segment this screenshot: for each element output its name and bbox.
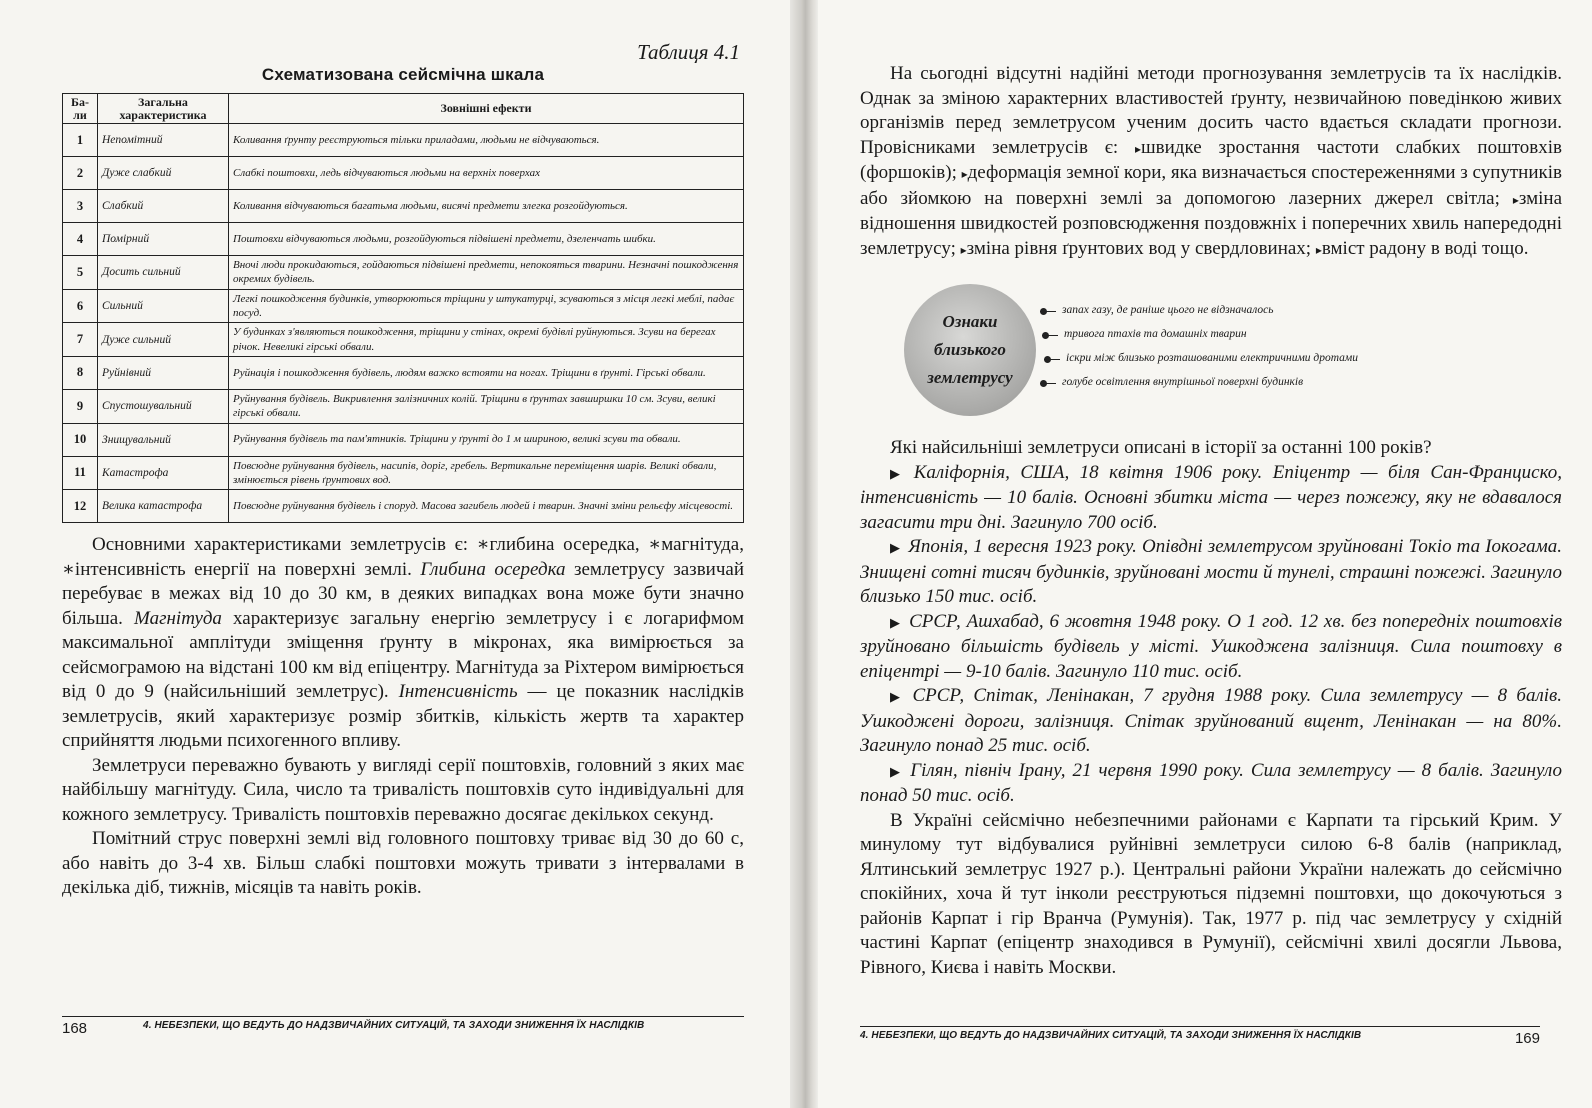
table-row xyxy=(63,490,744,523)
cell-general: Дуже сильний xyxy=(98,323,229,357)
page-number: 168 xyxy=(62,1020,88,1037)
left-footer xyxy=(62,1016,744,1056)
paragraph-duration: Помітний струс поверхні землі від головного поштовху триває від 30 до 60 с, або навіть до 3-4 хв. Більш слабкі поштовхи можуть тривати з інтервалами в декілька діб, тижнів, місяців та навіть років. xyxy=(62,828,744,899)
cell-score: 4 xyxy=(63,223,98,256)
text-run: швидке зростання частоти слабких поштовхів (форшоків); xyxy=(860,136,1563,183)
quake-item xyxy=(860,461,1562,536)
table-row xyxy=(63,423,744,456)
right-page xyxy=(818,0,1592,1108)
cell-general: Велика катастрофа xyxy=(98,490,229,523)
bullet-icon: ▸ xyxy=(961,167,968,181)
cell-general: Сильний xyxy=(98,289,229,323)
term-depth: Глибина осередка xyxy=(420,558,566,580)
left-page xyxy=(0,0,790,1108)
signs-heading xyxy=(927,308,1012,392)
cell-general: Катастрофа xyxy=(98,456,229,490)
paragraph-series: Землетруси переважно бувають у вигляді серії поштовхів, головний з яких має найбільшу магнітуду. Сила, число та тривалість поштовхів суто індивідуальні для кожного землетрусу. Тривалість поштовхів переважно досягає декількох секунд. xyxy=(62,754,744,825)
table-row xyxy=(63,256,744,290)
bullet-icon: ▸ xyxy=(1512,192,1519,207)
table-row xyxy=(63,190,744,223)
cell-score: 6 xyxy=(63,289,98,323)
cell-general: Слабкий xyxy=(98,190,229,223)
cell-effects: Повсюдне руйнування будівель і споруд. Масова загибель людей і тварин. Значні зміни рельєфу місцевості. xyxy=(229,490,744,523)
term-intensity: Інтенсивність xyxy=(398,681,518,703)
intro-text xyxy=(860,62,1562,262)
triangle-marker-icon: ▶ xyxy=(890,614,902,630)
signs-heading-line: Ознаки xyxy=(942,312,998,331)
bullet-icon: ▸ xyxy=(1315,242,1322,257)
quake-item xyxy=(860,759,1562,809)
table-row xyxy=(63,157,744,190)
cell-general: Руйнівний xyxy=(98,356,229,389)
paragraph-forecast xyxy=(860,62,1562,262)
table-title: Схематизована сейсмічна шкала xyxy=(261,65,545,84)
cell-effects: Вночі люди прокидаються, гойдаються підвішені предмети, непокояться тварини. Незначні пошкодження окремих будівель. xyxy=(229,256,744,290)
text-run: вміст радону в воді тощо. xyxy=(1321,237,1529,259)
sign-item: тривога птахів та домашніх тварин xyxy=(1042,322,1358,346)
right-footer xyxy=(860,1026,1540,1066)
cell-general: Дуже слабкий xyxy=(98,157,229,190)
table-row xyxy=(63,456,744,490)
sign-item: голубе освітлення внутрішньої поверхні будинків xyxy=(1040,370,1358,394)
cell-score: 2 xyxy=(63,157,98,190)
sign-item: іскри між близько розташованими електричними дротами xyxy=(1044,346,1358,370)
quake-item xyxy=(860,610,1562,685)
paragraph-characteristics xyxy=(62,533,744,754)
text-run: Основними характеристиками землетрусів є: ∗глибина осередка, ∗магнітуда, ∗інтенсивність енергії на поверхні землі. xyxy=(62,534,744,580)
cell-score: 1 xyxy=(63,124,98,157)
text-run: зміна відношення швидкостей розповсюдження поздовжніх і поперечних хвиль напередодні землетрусу; xyxy=(860,187,1562,259)
cell-effects: Слабкі поштовхи, ледь відчуваються людьми на верхніх поверхах xyxy=(229,157,744,190)
cell-effects: Повсюдне руйнування будівель, насипів, доріг, гребель. Вертикальне переміщення шарів. Великі обвали, змінюється рівень ґрунтових вод. xyxy=(229,456,744,490)
quakes-question: Які найсильніші землетруси описані в історії за останні 100 років? xyxy=(890,437,1432,458)
table-header-row xyxy=(63,94,744,124)
cell-effects: Легкі пошкодження будинків, утворюються тріщини у штукатурці, зсуваються з місця легкі меблі, падає посуд. xyxy=(229,289,744,323)
triangle-marker-icon: ▶ xyxy=(890,689,905,704)
quake-text: СРСР, Ашхабад, 6 жовтня 1948 року. О 1 год. 12 хв. без попередніх поштовхів зруйновано більшість будівель у місті. Ушкоджена залізниця. Сила поштовху в епіцентрі — 9-10 балів. Загинуло 110 тис. осіб. xyxy=(860,610,1562,682)
header-effects: Зовнішні ефекти xyxy=(229,94,744,124)
table-caption: Таблиця 4.1 xyxy=(637,40,740,64)
quake-text: Гілян, північ Ірану, 21 червня 1990 року. Сила землетрусу — 8 балів. Загинуло понад 50 тис. осіб. xyxy=(860,759,1562,806)
cell-effects: Поштовхи відчуваються людьми, розгойдуються підвішені предмети, дзеленчать шибки. xyxy=(229,223,744,256)
bullet-icon: ▸ xyxy=(960,242,967,257)
cell-effects: Коливання відчуваються багатьма людьми, висячі предмети злегка розгойдуються. xyxy=(229,190,744,223)
cell-general: Непомітний xyxy=(98,124,229,157)
book-gutter xyxy=(790,0,818,1108)
cell-score: 9 xyxy=(63,389,98,423)
triangle-marker-icon: ▶ xyxy=(890,540,901,555)
seismic-scale-table xyxy=(62,93,744,523)
term-magnitude: Магнітуда xyxy=(134,607,222,629)
text-run: характеризує загальну енергію землетрусу і є логарифмом максимальної амплітуди зміщення ґрунту в мікронах, яка вимірюється за сейсмограмою на відстані 100 км від епіцентру. Магнітуда за Ріхтером вимірюється від 0 до 9 (найсильніший землетрус). xyxy=(62,607,745,703)
table-row xyxy=(63,389,744,423)
cell-score: 3 xyxy=(63,190,98,223)
signs-list xyxy=(1040,298,1358,394)
cell-score: 5 xyxy=(63,256,98,290)
triangle-marker-icon: ▶ xyxy=(890,465,906,481)
running-footer: 4. НЕБЕЗПЕКИ, ЩО ВЕДУТЬ ДО НАДЗВИЧАЙНИХ СИТУАЦІЙ, ТА ЗАХОДИ ЗНИЖЕННЯ ЇХ НАСЛІДКІВ xyxy=(143,1020,645,1031)
cell-effects: У будинках з'являються пошкодження, тріщини у стінах, окремі будівлі руйнуються. Зсуви на берегах річок. Невеликі гірські обвали. xyxy=(229,323,744,357)
left-body-text xyxy=(62,533,744,901)
table-row xyxy=(63,323,744,357)
cell-effects: Руйнування будівель та пам'ятників. Тріщини у ґрунті до 1 м шириною, великі зсуви та обвали. xyxy=(229,423,744,456)
cell-score: 11 xyxy=(63,456,98,490)
header-score: Ба- ли xyxy=(63,94,98,124)
table-row xyxy=(63,356,744,389)
cell-effects: Коливання ґрунту реєструються тільки приладами, людьми не відчуваються. xyxy=(229,124,744,157)
cell-score: 10 xyxy=(63,423,98,456)
cell-effects: Руйнування будівель. Викривлення залізничних колій. Тріщини в ґрунтах завширшки 10 см. Зсуви, великі гірські обвали. xyxy=(229,389,744,423)
sign-item: запах газу, де раніше цього не відзначалось xyxy=(1040,298,1358,322)
quakes-text xyxy=(860,436,1562,980)
quake-text: Каліфорнія, США, 18 квітня 1906 року. Епіцентр — біля Сан-Франциско, інтенсивність — 10 балів. Основні збитки міста — через пожежу, яку не вдавалося загасити три дні. Загинуло 700 осіб. xyxy=(860,461,1562,533)
triangle-marker-icon: ▶ xyxy=(890,763,903,779)
bullet-icon: ▸ xyxy=(1135,141,1142,156)
cell-score: 7 xyxy=(63,323,98,357)
earthquake-signs-diagram xyxy=(860,284,1562,416)
text-run: зміна рівня ґрунтових вод у свердловинах; xyxy=(966,237,1316,259)
paragraph-ukraine: В Україні сейсмічно небезпечними районами є Карпати та гірський Крим. У минулому тут відбувалися руйнівні землетруси силою 6-8 балів (наприклад, Ялтинський землетрус 1927 р.). Центральні райони України належать до сейсмічно спокійних, хоча й тут інколи реєструються підземні поштовхи, що докочуються з районів Карпат і гір Вранча (Румунія). Так, 1977 р. під час землетрусу у східній частині Карпат (епіцентр знаходився в Румунії), сейсмічні хвилі досягли Львова, Рівного, Києва і навіть Москви. xyxy=(860,809,1562,978)
cell-general: Знищувальний xyxy=(98,423,229,456)
text-run: На сьогодні відсутні надійні методи прогнозування землетрусів та їх наслідків. Однак за зміною характерних властивостей ґрунту, незвичайною поведінкою живих організмів перед землетрусом ученим досить часто вдається складати прогнози. Провісниками землетрусів є: xyxy=(860,63,1562,158)
table-body xyxy=(63,124,744,523)
cell-score: 8 xyxy=(63,356,98,389)
quake-text: СРСР, Спітак, Ленінакан, 7 грудня 1988 року. Сила землетрусу — 8 балів. Ушкоджені дороги, залізниця. Спітак зруйнований вщент, Ленінакан — на 80%. Загинуло понад 25 тис. осіб. xyxy=(860,685,1563,756)
quake-text: Японія, 1 вересня 1923 року. Опівдні землетрусом зруйновані Токіо та Іокогама. Знищені сотні тисяч будинків, зруйновані мости й тунелі, страшні пожежі. Загинуло близько 150 тис. осіб. xyxy=(860,536,1562,607)
quake-item xyxy=(860,535,1562,610)
table-row xyxy=(63,223,744,256)
signs-heading-line: близького xyxy=(934,340,1006,359)
cell-general: Помірний xyxy=(98,223,229,256)
quake-item xyxy=(860,684,1562,759)
cell-general: Спустошувальний xyxy=(98,389,229,423)
table-row xyxy=(63,124,744,157)
cell-effects: Руйнація і пошкодження будівель, людям важко встояти на ногах. Тріщини в ґрунті. Гірські обвали. xyxy=(229,356,744,389)
text-run: землетрусу зазвичай перебуває в межах від 10 до 30 км, в деяких випадках вона може бути значно більша. xyxy=(62,558,744,629)
text-run: деформація земної кори, яка визначається спостереженнями з супутників або зйомкою на поверхні землі за допомогою лазерних джерел світла; xyxy=(860,162,1562,209)
signs-circle xyxy=(904,284,1036,416)
header-general: Загальна характеристика xyxy=(98,94,229,124)
text-run: — це показник наслідків землетрусів, який характеризує розмір збитків, кількість жертв та характер сприйняття людьми психогенного впливу. xyxy=(62,681,744,752)
page-number: 169 xyxy=(1514,1030,1540,1047)
table-row xyxy=(63,289,744,323)
running-footer: 4. НЕБЕЗПЕКИ, ЩО ВЕДУТЬ ДО НАДЗВИЧАЙНИХ СИТУАЦІЙ, ТА ЗАХОДИ ЗНИЖЕННЯ ЇХ НАСЛІДКІВ xyxy=(860,1030,1362,1041)
cell-score: 12 xyxy=(63,490,98,523)
signs-heading-line: землетрусу xyxy=(927,368,1013,387)
cell-general: Досить сильний xyxy=(98,256,229,290)
